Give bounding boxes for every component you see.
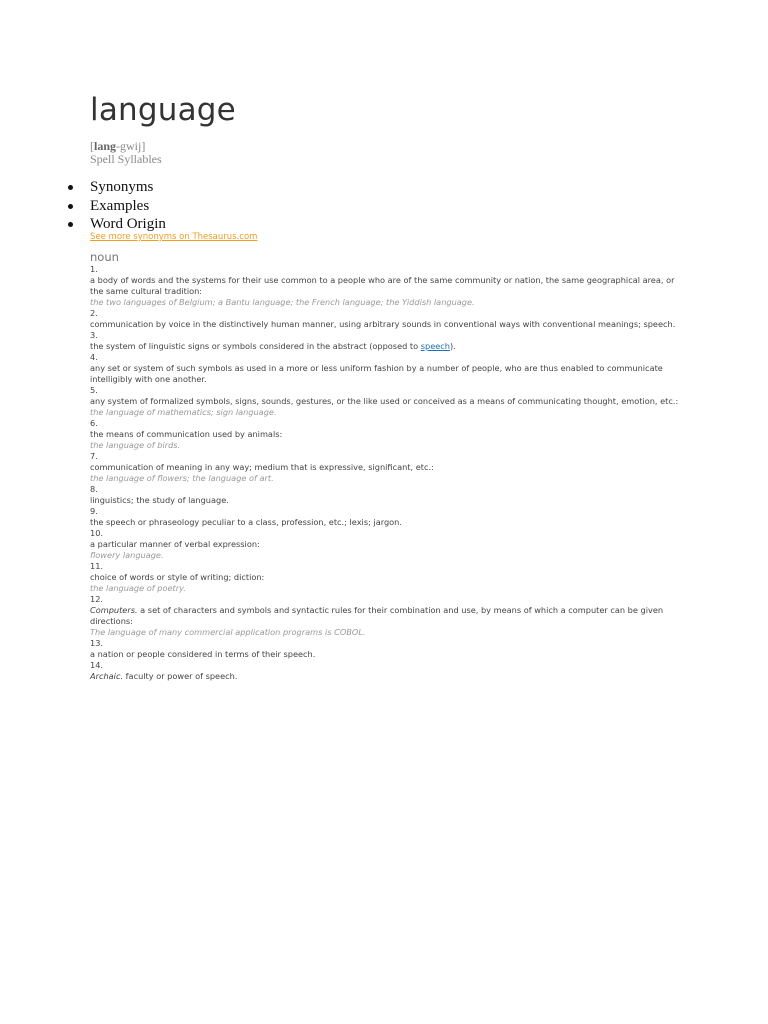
- speech-link[interactable]: speech: [420, 341, 450, 351]
- definition-number: 14.: [90, 660, 104, 670]
- pron-rest: -gwij: [116, 139, 142, 153]
- definition-number: 3.: [90, 330, 98, 340]
- definition-item: [90, 352, 680, 385]
- tab-synonyms[interactable]: Synonyms: [90, 178, 166, 197]
- definition-text: [90, 671, 680, 682]
- pron-stressed-syllable: lang: [94, 139, 117, 153]
- definition-example: the language of poetry.: [90, 583, 186, 593]
- definition-example: The language of many commercial application programs is COBOL.: [90, 627, 366, 637]
- definition-item: [90, 418, 680, 451]
- definition-number: 11.: [90, 561, 104, 571]
- pron-bracket-open: [: [90, 139, 94, 153]
- part-of-speech: noun: [90, 250, 119, 264]
- definition-text: a nation or people considered in terms of their speech.: [90, 649, 316, 659]
- definition-text: communication of meaning in any way; medium that is expressive, significant, etc.:: [90, 462, 434, 472]
- tab-examples[interactable]: Examples: [90, 197, 166, 216]
- definition-text: [90, 341, 680, 352]
- definition-number: 5.: [90, 385, 98, 395]
- definition-item: [90, 308, 680, 330]
- definitions-list: [90, 264, 680, 682]
- definition-text: any set or system of such symbols as used in a more or less uniform fashion by a number of people, who are thus enabled to communicate intelligibly with one another.: [90, 363, 663, 384]
- definition-example: flowery language.: [90, 550, 164, 560]
- subject-label: Computers.: [90, 605, 138, 615]
- definition-body: faculty or power of speech.: [123, 671, 238, 681]
- definition-item: [90, 330, 680, 352]
- definition-number: 12.: [90, 594, 104, 604]
- definition-number: 6.: [90, 418, 98, 428]
- entry-tabs: [90, 178, 166, 234]
- pron-bracket-close: ]: [141, 139, 146, 153]
- definition-text: the speech or phraseology peculiar to a class, profession, etc.; lexis; jargon.: [90, 517, 402, 527]
- definition-item: [90, 506, 680, 528]
- thesaurus-link[interactable]: See more synonyms on Thesaurus.com: [90, 232, 258, 242]
- definition-text: [90, 605, 680, 627]
- definition-item: [90, 638, 680, 660]
- definition-text: linguistics; the study of language.: [90, 495, 229, 505]
- definition-body: a set of characters and symbols and syntactic rules for their combination and use, by means of which a computer can be given directions:: [90, 605, 664, 626]
- definition-number: 10.: [90, 528, 104, 538]
- definition-item: [90, 594, 680, 638]
- definition-number: 2.: [90, 308, 98, 318]
- definition-example: the two languages of Belgium; a Bantu language; the French language; the Yiddish language.: [90, 297, 475, 307]
- definition-item: [90, 264, 680, 308]
- definition-text: communication by voice in the distinctively human manner, using arbitrary sounds in conventional ways with conventional meanings; speech.: [90, 319, 676, 329]
- definition-example: the language of flowers; the language of art.: [90, 473, 274, 483]
- definition-item: [90, 660, 680, 682]
- definition-number: 9.: [90, 506, 98, 516]
- definition-text: any system of formalized symbols, signs, sounds, gestures, or the like used or conceived as a means of communicating thought, emotion, etc.:: [90, 396, 679, 406]
- usage-label: Archaic.: [90, 671, 124, 681]
- definition-text-before: the system of linguistic signs or symbols considered in the abstract (opposed to: [90, 341, 421, 351]
- definition-number: 8.: [90, 484, 98, 494]
- definition-text: choice of words or style of writing; diction:: [90, 572, 265, 582]
- definition-example: the language of mathematics; sign language.: [90, 407, 277, 417]
- definition-text-after: ).: [449, 341, 456, 351]
- definition-item: [90, 484, 680, 506]
- headword: language: [90, 92, 236, 128]
- definition-number: 4.: [90, 352, 98, 362]
- definition-number: 13.: [90, 638, 104, 648]
- definition-text: a body of words and the systems for their use common to a people who are of the same community or nation, the same geographical area, or the same cultural tradition:: [90, 275, 675, 296]
- definition-item: [90, 528, 680, 561]
- spell-syllables-toggle[interactable]: Spell Syllables: [90, 152, 162, 166]
- definition-number: 7.: [90, 451, 98, 461]
- definition-example: the language of birds.: [90, 440, 181, 450]
- tab-word-origin[interactable]: Word Origin: [90, 216, 166, 232]
- definition-item: [90, 385, 680, 418]
- definition-item: [90, 451, 680, 484]
- definition-text: the means of communication used by animals:: [90, 429, 283, 439]
- definition-text: a particular manner of verbal expression:: [90, 539, 260, 549]
- definition-number: 1.: [90, 264, 98, 274]
- definition-item: [90, 561, 680, 594]
